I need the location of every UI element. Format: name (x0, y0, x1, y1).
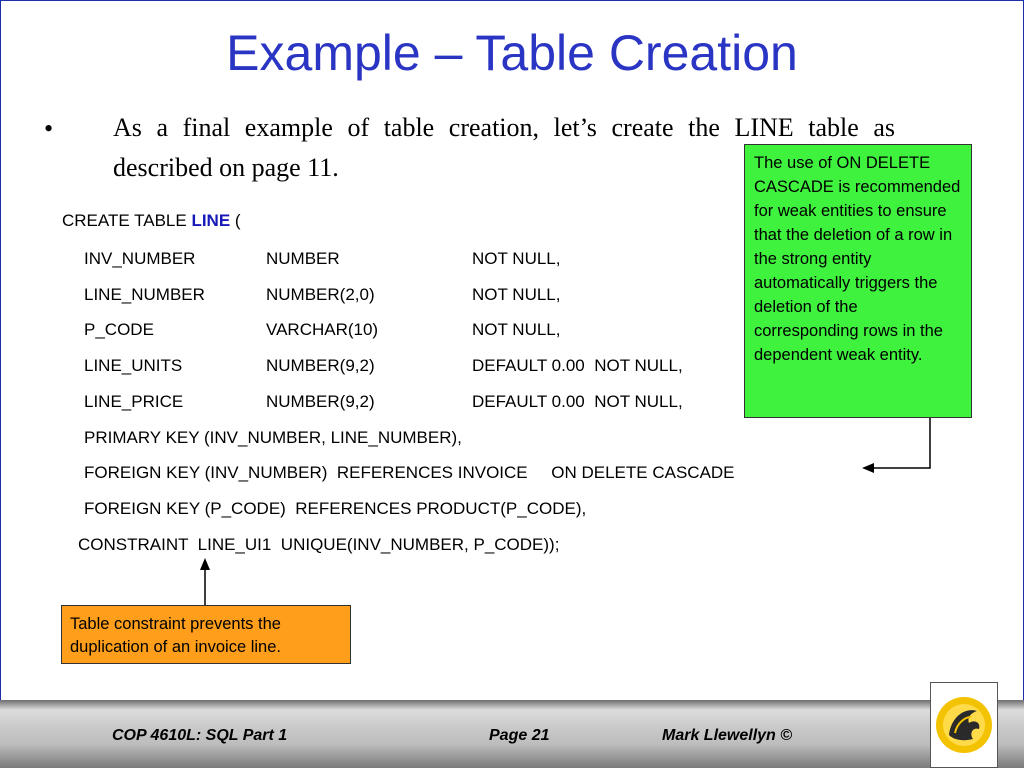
foreign-key-invoice-line: FOREIGN KEY (INV_NUMBER) REFERENCES INVOICE ON DELETE CASCADE (84, 463, 735, 482)
footer-author: Mark Llewellyn © (662, 727, 793, 744)
primary-key-line: PRIMARY KEY (INV_NUMBER, LINE_NUMBER), (84, 428, 462, 447)
column-type: NUMBER(2,0) (266, 285, 375, 304)
column-constraint: DEFAULT 0.00 NOT NULL, (472, 392, 683, 411)
foreign-key-product-line: FOREIGN KEY (P_CODE) REFERENCES PRODUCT(P_CODE), (84, 499, 587, 518)
constraint-connector-arrow (200, 558, 210, 605)
column-name: LINE_PRICE (84, 392, 184, 411)
column-type: NUMBER(9,2) (266, 392, 375, 411)
column-type: NUMBER (266, 249, 340, 268)
column-constraint: NOT NULL, (472, 249, 561, 268)
column-constraint: NOT NULL, (472, 285, 561, 304)
column-name: INV_NUMBER (84, 249, 196, 268)
slide-title: Example – Table Creation (226, 25, 798, 81)
column-name: LINE_UNITS (84, 356, 183, 375)
cascade-connector-arrow (862, 418, 930, 473)
column-name: LINE_NUMBER (84, 285, 205, 304)
bullet-text: As a final example of table creation, let’s create the LINE table as described on page 11. (113, 113, 895, 182)
column-type: VARCHAR(10) (266, 320, 379, 339)
ucf-pegasus-logo-icon (930, 682, 998, 768)
table-name: LINE (191, 211, 231, 230)
footer-page-number: Page 21 (489, 727, 550, 744)
cascade-callout: The use of ON DELETE CASCADE is recommended for weak entities to ensure that the deletion of a row in the strong entity automatically triggers the deletion of the corresponding rows in the dependent weak entity. (744, 144, 972, 418)
create-suffix: ( (230, 211, 241, 230)
footer-course: COP 4610L: SQL Part 1 (112, 727, 288, 744)
create-prefix: CREATE TABLE (62, 211, 192, 230)
table-constraint-callout: Table constraint prevents the duplication of an invoice line. (61, 605, 351, 664)
column-type: NUMBER(9,2) (266, 356, 375, 375)
bullet-marker: • (44, 114, 54, 143)
column-name: P_CODE (84, 320, 154, 339)
column-constraint: DEFAULT 0.00 NOT NULL, (472, 356, 683, 375)
column-constraint: NOT NULL, (472, 320, 561, 339)
unique-constraint-line: CONSTRAINT LINE_UI1 UNIQUE(INV_NUMBER, P_CODE)); (78, 535, 560, 554)
